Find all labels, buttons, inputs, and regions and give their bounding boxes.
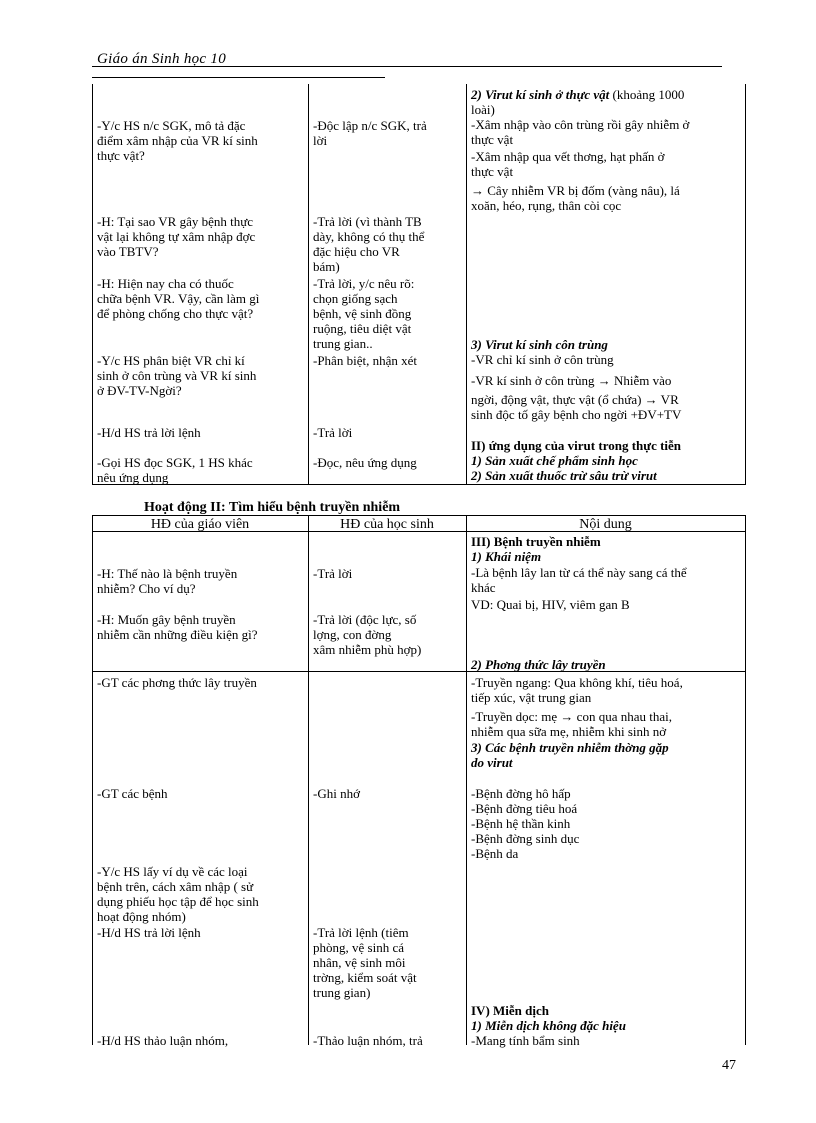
table1-student-cell: -Trả lời [313, 425, 353, 440]
application-item: 1) Sản xuất chế phẩm sinh học [471, 453, 638, 468]
table1-teacher-cell: -H: Tại sao VR gây bệnh thực vật lại không tự xâm nhập đợc vào TBTV? [97, 214, 256, 259]
insect-virus-point: -VR chỉ kí sinh ở côn trùng [471, 352, 614, 367]
concept-subheading: 1) Khái niệm [471, 549, 542, 564]
table2-teacher-cell: -GT các phơng thức lây truyền [97, 675, 257, 690]
page-header-title: Giáo án Sinh học 10 [97, 51, 227, 67]
table2-top-border [92, 515, 746, 516]
table1-student-cell: -Độc lập n/c SGK, trả lời [313, 118, 427, 148]
table2-student-cell: -Trả lời lệnh (tiêm phòng, vệ sinh cá nhân, vệ sinh môi trờng, kiểm soát vật trung gian) [313, 925, 417, 1000]
table2-teacher-cell: -Y/c HS lấy ví dụ về các loại bệnh trên, cách xâm nhập ( sử dụng phiếu học tập để học sinh hoạt động nhóm) [97, 864, 259, 924]
insect-virus-point: -VR kí sinh ở côn trùng → Nhiễm vào [471, 373, 672, 388]
table2-row-divider [92, 671, 746, 672]
table2-teacher-cell: -GT các bệnh [97, 786, 168, 801]
table1-left-border [92, 84, 93, 484]
concept-example: VD: Quai bị, HIV, viêm gan B [471, 597, 630, 612]
plant-virus-heading-bold: 2) Virut kí sinh ở thực vật [471, 87, 610, 102]
table2-header-student: HĐ của học sinh [340, 517, 434, 532]
application-item: 2) Sản xuất thuốc trừ sâu trừ virut [471, 468, 657, 483]
nonspecific-immunity-subheading: 1) Miễn dịch không đặc hiệu [471, 1018, 626, 1033]
concept-definition: -Là bệnh lây lan từ cá thể này sang cá thể khác [471, 565, 687, 595]
table2-student-cell: -Ghi nhớ [313, 786, 360, 801]
header-rule-short [92, 77, 385, 78]
header-rule [92, 66, 722, 67]
table2-col-divider-2 [466, 515, 467, 1045]
table1-col-divider-1 [308, 84, 309, 484]
transmission-subheading: 2) Phơng thức lây truyền [471, 657, 606, 672]
insect-virus-heading: 3) Virut kí sinh côn trùng [471, 337, 608, 352]
plant-virus-point: -Xâm nhập qua vết thơng, hạt phấn ở thực vật [471, 149, 665, 179]
common-diseases-subheading: 3) Các bệnh truyền nhiễm thờng gặp do virut [471, 740, 669, 770]
table2-student-cell: -Thảo luận nhóm, trả [313, 1033, 423, 1048]
application-heading: II) ứng dụng của virut trong thực tiễn [471, 438, 682, 453]
table2-right-border [745, 515, 746, 1045]
table1-teacher-cell: -H/d HS trả lời lệnh [97, 425, 201, 440]
disease-heading: III) Bệnh truyền nhiễm [471, 534, 601, 549]
table2-student-cell: -Trả lời [313, 566, 353, 581]
table1-teacher-cell: -Y/c HS n/c SGK, mô tả đặc điểm xâm nhập của VR kí sinh thực vật? [97, 118, 258, 163]
transmission-horizontal: -Truyền ngang: Qua không khí, tiêu hoá, tiếp xúc, vật trung gian [471, 675, 683, 705]
table2-teacher-cell: -H: Thế nào là bệnh truyền nhiễm? Cho ví dụ? [97, 566, 238, 596]
table2-left-border [92, 515, 93, 1045]
table1-right-border [745, 84, 746, 484]
table1-student-cell: -Phân biệt, nhận xét [313, 353, 417, 368]
table1-teacher-cell: -Gọi HS đọc SGK, 1 HS khác nêu ứng dụng [97, 455, 253, 485]
table1-student-cell: -Trả lời (vì thành TB dày, không có thụ thể đặc hiệu cho VR bám) [313, 214, 425, 274]
plant-virus-point: → Cây nhiễm VR bị đốm (vàng nâu), lá xoăn, héo, rụng, thân còi cọc [471, 183, 680, 213]
plant-virus-heading-line2: loài) [471, 102, 495, 117]
plant-virus-point: -Xâm nhập vào côn trùng rồi gây nhiễm ở thực vật [471, 117, 690, 147]
transmission-vertical: -Truyền dọc: mẹ → con qua nhau thai, nhiễm qua sữa mẹ, nhiễm khi sinh nở [471, 709, 672, 739]
table2-teacher-cell: -H/d HS thảo luận nhóm, [97, 1033, 229, 1048]
immunity-heading: IV) Miễn dịch [471, 1003, 549, 1018]
table2-col-divider-1 [308, 515, 309, 1045]
table1-teacher-cell: -Y/c HS phân biệt VR chỉ kí sinh ở côn trùng và VR kí sinh ở ĐV-TV-Ngời? [97, 353, 257, 398]
table2-teacher-cell: -H: Muốn gây bệnh truyền nhiễm cần những điều kiện gì? [97, 612, 258, 642]
table2-student-cell: -Trả lời (độc lực, số lợng, con đờng xâm nhiễm phù hợp) [313, 612, 422, 657]
table1-student-cell: -Đọc, nêu ứng dụng [313, 455, 417, 470]
activity-title: Hoạt động II: Tìm hiểu bệnh truyền nhiễm [144, 500, 401, 515]
insect-virus-point: ngời, động vật, thực vật (ổ chứa) → VR sinh độc tố gây bệnh cho ngời +ĐV+TV [471, 392, 682, 422]
table2-header-teacher: HĐ của giáo viên [150, 517, 250, 532]
innate-immunity-point: -Mang tính bẩm sinh [471, 1033, 580, 1048]
table1-teacher-cell: -H: Hiện nay cha có thuốc chữa bệnh VR. Vậy, cần làm gì để phòng chống cho thực vật? [97, 276, 260, 321]
table2-header-content: Nội dung [579, 517, 632, 532]
table2-teacher-cell: -H/d HS trả lời lệnh [97, 925, 201, 940]
disease-list: -Bệnh đờng hô hấp -Bệnh đờng tiêu hoá -Bệnh hệ thần kinh -Bệnh đờng sinh dục -Bệnh da [471, 786, 580, 861]
table1-col-divider-2 [466, 84, 467, 484]
plant-virus-heading-rest: (khoảng 1000 [609, 87, 685, 102]
page-number: 47 [722, 1058, 736, 1073]
plant-virus-heading [471, 87, 684, 102]
table1-student-cell: -Trả lời, y/c nêu rõ: chọn giống sạch bệnh, vệ sinh đồng ruộng, tiêu diệt vật trung gian.. [313, 276, 415, 351]
